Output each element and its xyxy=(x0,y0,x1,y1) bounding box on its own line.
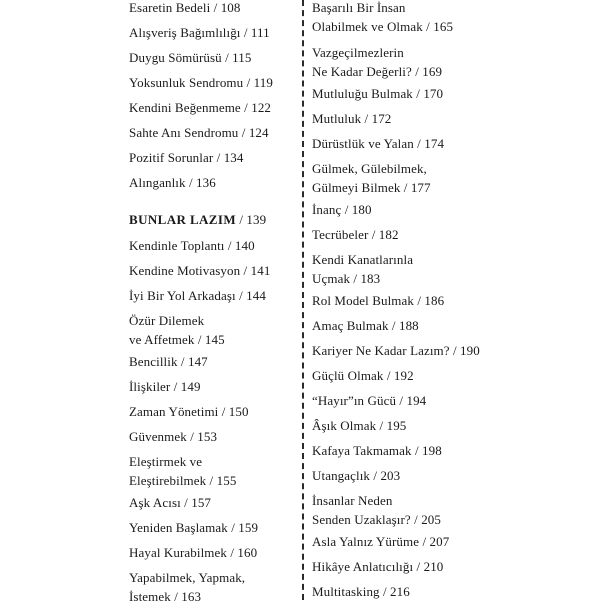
toc-entry-line: Amaç Bulmak / 188 xyxy=(312,318,419,333)
toc-entry-line: Güçlü Olmak / 192 xyxy=(312,368,414,383)
toc-entry-line: Alınganlık / 136 xyxy=(129,175,216,190)
toc-entry-line: Gülmeyi Bilmek / 177 xyxy=(312,180,431,195)
toc-entry-line: Olabilmek ve Olmak / 165 xyxy=(312,19,454,34)
toc-entry-line: Hikâye Anlatıcılığı / 210 xyxy=(312,559,444,574)
toc-entry-line: Gülmek, Gülebilmek, xyxy=(312,161,427,176)
toc-entry xyxy=(312,391,426,410)
toc-entry-line: Âşık Olmak / 195 xyxy=(312,418,407,433)
toc-entry-line: Güvenmek / 153 xyxy=(129,429,218,444)
toc-entry-line: Aşk Acısı / 157 xyxy=(129,495,212,510)
toc-entry-line: Kendine Motivasyon / 141 xyxy=(129,263,271,278)
toc-entry-line: Mutluluğu Bulmak / 170 xyxy=(312,86,444,101)
toc-entry-line: ve Affetmek / 145 xyxy=(129,332,225,347)
toc-entry-line: Pozitif Sorunlar / 134 xyxy=(129,150,244,165)
toc-entry xyxy=(312,466,400,485)
toc-entry-line: Mutluluk / 172 xyxy=(312,111,392,126)
toc-entry xyxy=(129,73,273,92)
toc-entry xyxy=(129,236,255,255)
toc-section-heading xyxy=(129,210,266,229)
toc-entry-line: Hayal Kurabilmek / 160 xyxy=(129,545,258,560)
toc-entry xyxy=(129,98,271,117)
toc-entry-line: Yapabilmek, Yapmak, xyxy=(129,570,246,585)
toc-entry xyxy=(312,43,442,81)
toc-entry-line: Yoksunluk Sendromu / 119 xyxy=(129,75,273,90)
toc-entry xyxy=(129,23,270,42)
toc-entry-line: Yeniden Başlamak / 159 xyxy=(129,520,259,535)
toc-entry xyxy=(129,377,201,396)
toc-entry-line: Rol Model Bulmak / 186 xyxy=(312,293,445,308)
toc-entry xyxy=(312,200,372,219)
toc-entry xyxy=(312,109,391,128)
toc-entry-line: Uçmak / 183 xyxy=(312,271,381,286)
toc-entry xyxy=(312,291,444,310)
column-divider xyxy=(302,0,304,600)
toc-entry-line: Eleştirmek ve xyxy=(129,454,203,469)
toc-entry xyxy=(312,250,413,288)
toc-entry xyxy=(129,0,241,17)
toc-entry-line: Kendini Beğenmeme / 122 xyxy=(129,100,272,115)
toc-entry xyxy=(312,416,406,435)
toc-entry xyxy=(312,316,419,335)
toc-entry-line: Multitasking / 216 xyxy=(312,584,410,599)
toc-entry-line: Dürüstlük ve Yalan / 174 xyxy=(312,136,445,151)
toc-entry-line: İnsanlar Neden xyxy=(312,493,393,508)
toc-entry xyxy=(129,286,266,305)
toc-entry xyxy=(312,557,443,576)
toc-entry xyxy=(129,311,225,349)
toc-entry xyxy=(129,261,270,280)
toc-entry xyxy=(129,568,245,606)
toc-entry-line: Özür Dilemek xyxy=(129,313,205,328)
toc-entry-line: Ne Kadar Değerli? / 169 xyxy=(312,64,443,79)
toc-entry xyxy=(129,452,236,490)
toc-entry-line: “Hayır”ın Gücü / 194 xyxy=(312,393,427,408)
toc-entry-line: Başarılı Bir İnsan xyxy=(312,0,406,15)
toc-entry xyxy=(312,0,453,36)
toc-entry-line: Asla Yalnız Yürüme / 207 xyxy=(312,534,450,549)
toc-entry-line: İlişkiler / 149 xyxy=(129,379,201,394)
toc-entry xyxy=(312,441,442,460)
toc-entry-line: Tecrübeler / 182 xyxy=(312,227,399,242)
toc-entry xyxy=(312,134,444,153)
toc-entry-line: Senden Uzaklaşır? / 205 xyxy=(312,512,442,527)
toc-entry-line: Kendi Kanatlarınla xyxy=(312,252,414,267)
toc-entry xyxy=(129,123,269,142)
toc-entry-line: Kafaya Takmamak / 198 xyxy=(312,443,442,458)
toc-entry-line: Kendinle Toplantı / 140 xyxy=(129,238,255,253)
toc-entry-line: Bencillik / 147 xyxy=(129,354,208,369)
toc-entry xyxy=(312,532,449,551)
toc-entry-line: Duygu Sömürüsü / 115 xyxy=(129,50,252,65)
toc-entry-line: Alışveriş Bağımlılığı / 111 xyxy=(129,25,270,40)
toc-entry xyxy=(129,493,211,512)
toc-entry-line: Utangaçlık / 203 xyxy=(312,468,401,483)
toc-entry xyxy=(312,225,399,244)
section-page-number: / 139 xyxy=(236,212,267,227)
toc-entry xyxy=(312,159,431,197)
toc-entry-line: Zaman Yönetimi / 150 xyxy=(129,404,249,419)
toc-entry-line: Kariyer Ne Kadar Lazım? / 190 xyxy=(312,343,480,358)
toc-entry xyxy=(312,84,443,103)
toc-entry xyxy=(312,341,480,360)
toc-entry xyxy=(312,582,410,601)
toc-entry-line: Vazgeçilmezlerin xyxy=(312,45,404,60)
toc-entry-line: Esaretin Bedeli / 108 xyxy=(129,0,241,15)
toc-entry xyxy=(312,366,414,385)
toc-entry xyxy=(129,352,208,371)
toc-entry-line: Eleştirebilmek / 155 xyxy=(129,473,237,488)
toc-entry xyxy=(312,491,441,529)
toc-entry xyxy=(129,173,216,192)
toc-entry-line: İnanç / 180 xyxy=(312,202,372,217)
toc-entry xyxy=(129,543,257,562)
toc-entry xyxy=(129,402,249,421)
toc-entry xyxy=(129,148,244,167)
section-title: BUNLAR LAZIM xyxy=(129,212,237,227)
toc-entry xyxy=(129,427,217,446)
toc-entry xyxy=(129,48,252,67)
toc-entry-line: İyi Bir Yol Arkadaşı / 144 xyxy=(129,288,266,303)
toc-entry-line: Sahte Anı Sendromu / 124 xyxy=(129,125,269,140)
toc-entry-line: İstemek / 163 xyxy=(129,589,202,604)
toc-entry xyxy=(129,518,258,537)
